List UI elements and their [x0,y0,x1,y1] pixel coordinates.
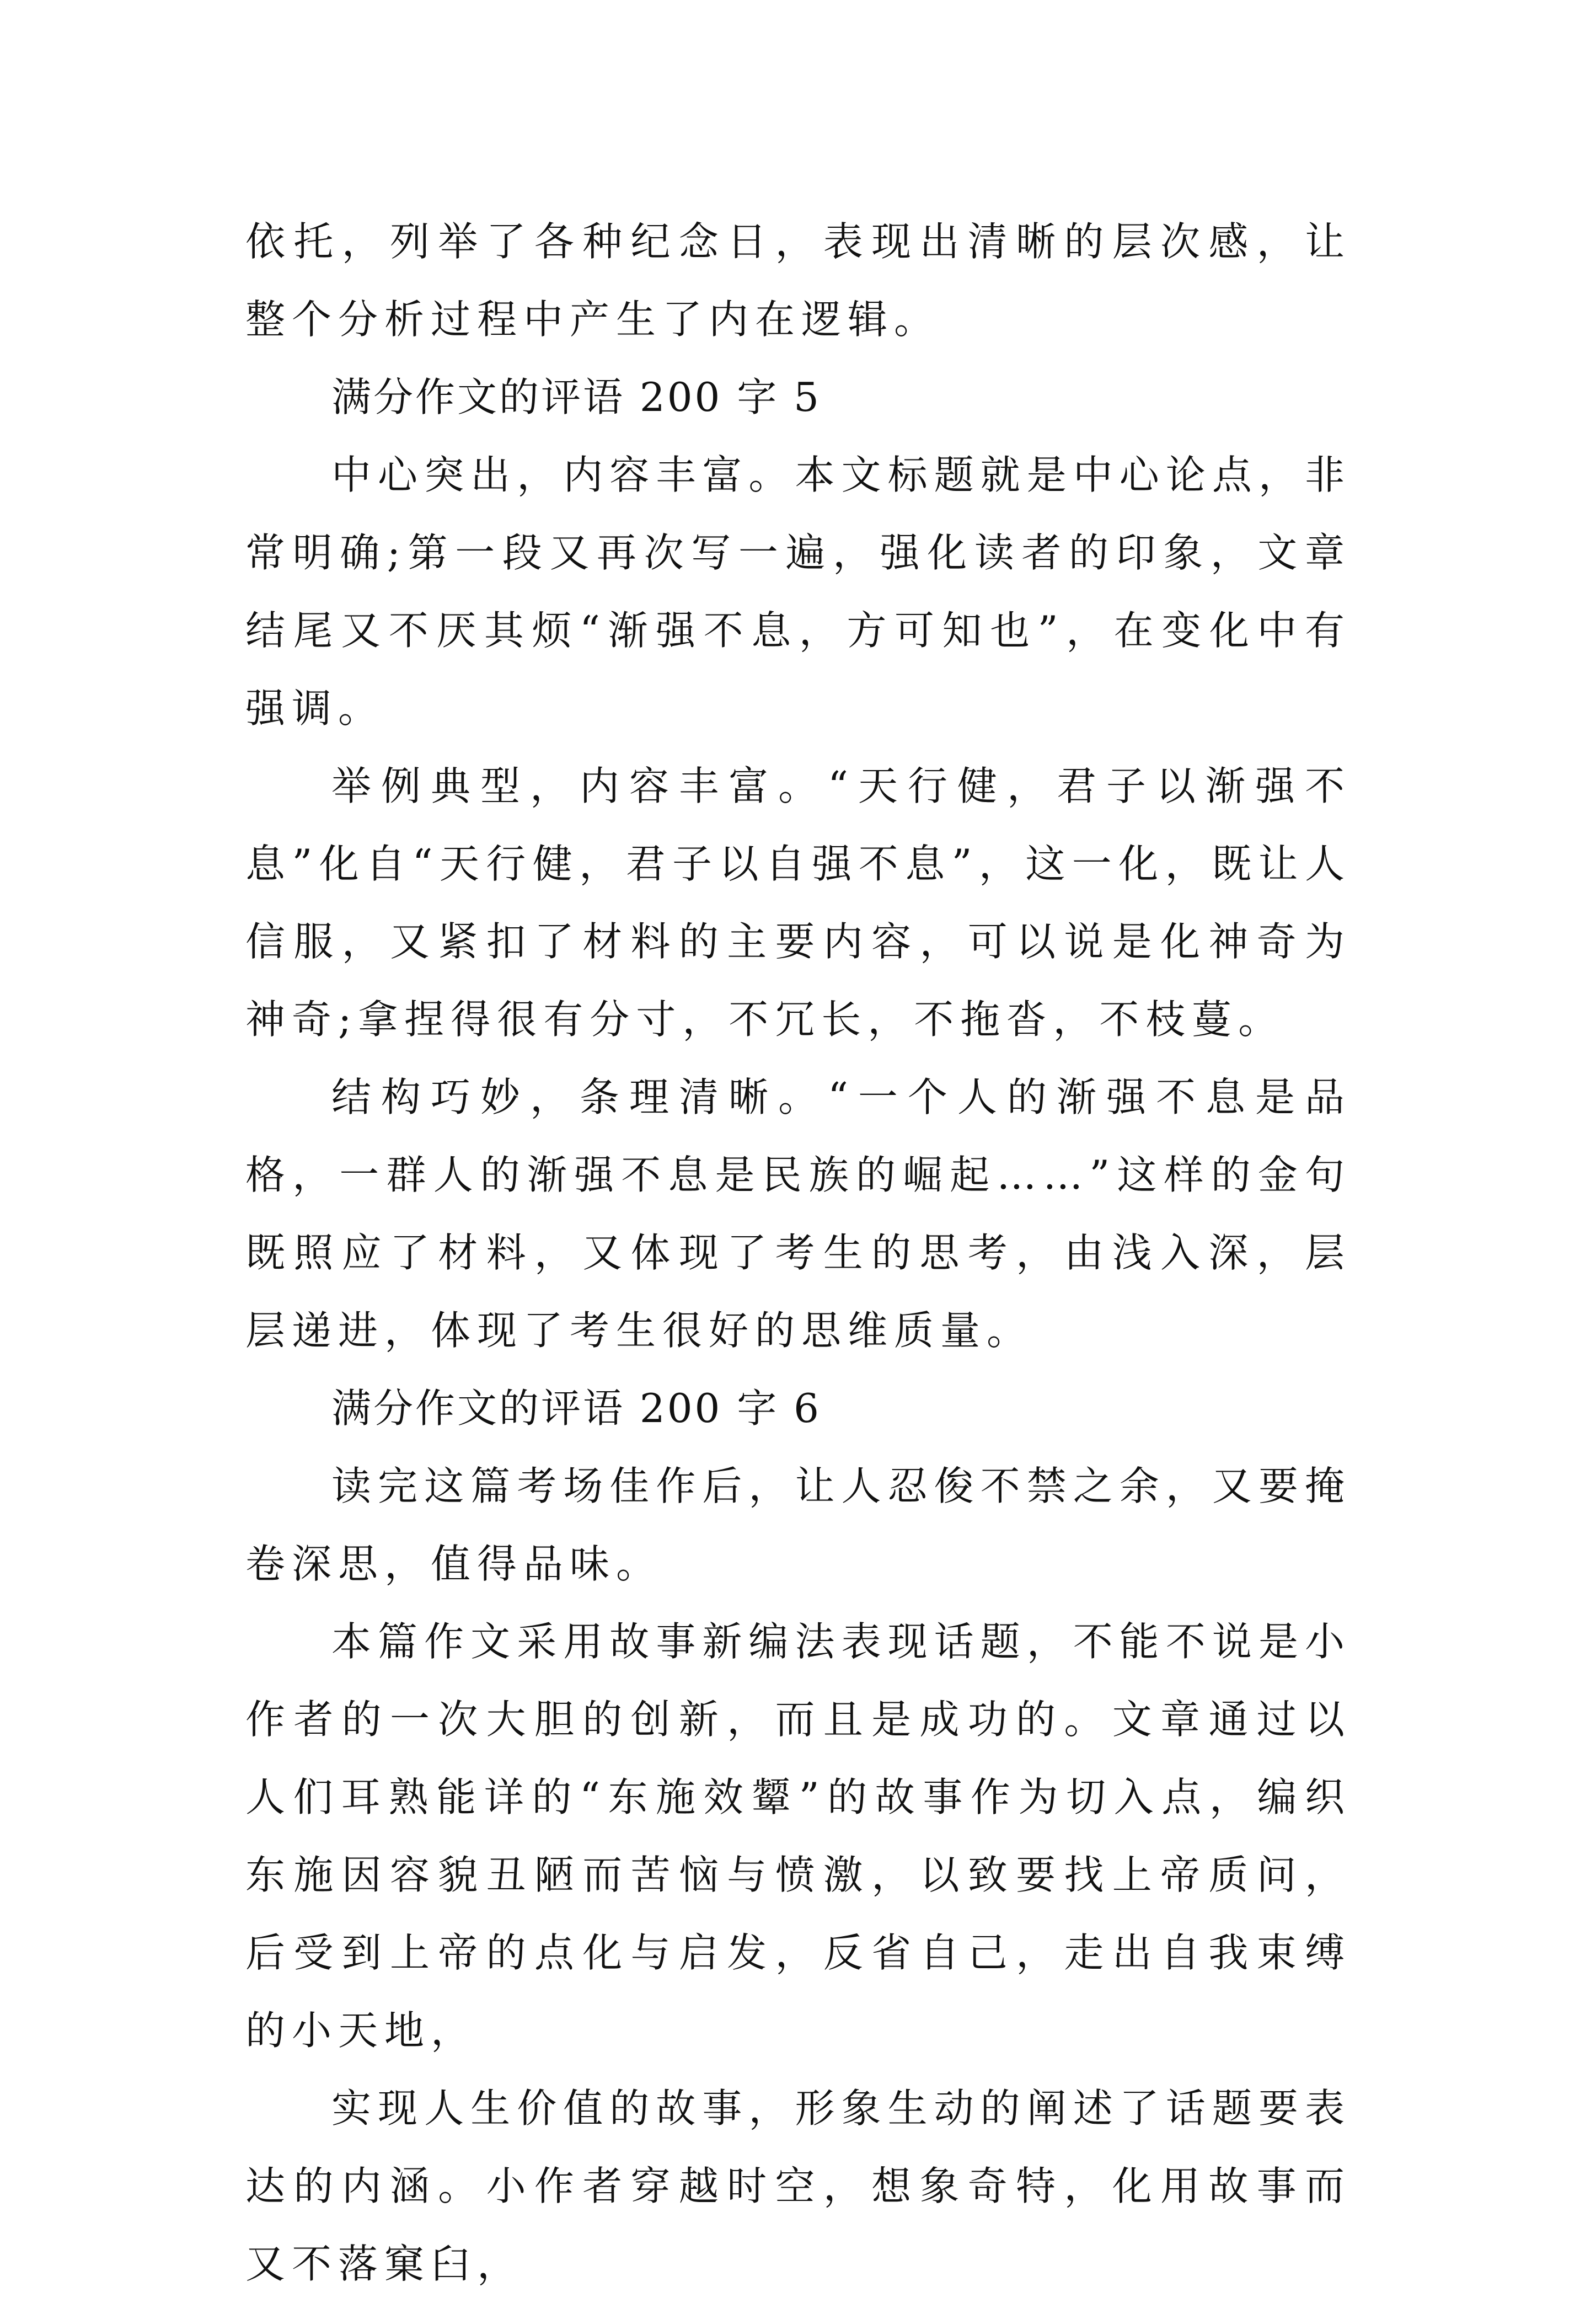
paragraph: 结构巧妙，条理清晰。“一个人的渐强不息是品格，一群人的渐强不息是民族的崛起……”这样的金句既照应了材料，又体现了考生的思考，由浅入深，层层递进，体现了考生很好的思维质量。 [245,1074,1351,1354]
paragraph: 读完这篇考场佳作后，让人忍俊不禁之余，又要掩卷深思，值得品味。 [245,1463,1351,1587]
paragraph: 举例典型，内容丰富。“天行健，君子以渐强不息”化自“天行健，君子以自强不息”，这一化，既让人信服，又紧扣了材料的主要内容，可以说是化神奇为神奇;拿捏得很有分寸，不冗长，不拖沓，不枝蔓。 [245,763,1351,1043]
paragraph: 本篇作文采用故事新编法表现话题，不能不说是小作者的一次大胆的创新，而且是成功的。文章通过以人们耳熟能详的“东施效颦”的故事作为切入点，编织东施因容貌丑陋而苦恼与愤激，以致要找上帝质问，后受到上帝的点化与启发，反省自己，走出自我束缚的小天地， [245,1618,1351,2054]
paragraph-continuation: 依托，列举了各种纪念日，表现出清晰的层次感，让整个分析过程中产生了内在逻辑。 [245,218,1351,343]
paragraph: 实现人生价值的故事，形象生动的阐述了话题要表达的内涵。小作者穿越时空，想象奇特，化用故事而又不落窠臼， [245,2085,1351,2287]
section-heading-6: 满分作文的评语 200 字 6 [331,1385,821,1431]
document-body [245,203,1351,2303]
paragraph: 中心突出，内容丰富。本文标题就是中心论点，非常明确;第一段又再次写一遍，强化读者的印象，文章结尾又不厌其烦“渐强不息，方可知也”，在变化中有强调。 [245,452,1351,731]
section-heading-5: 满分作文的评语 200 字 5 [331,374,821,420]
